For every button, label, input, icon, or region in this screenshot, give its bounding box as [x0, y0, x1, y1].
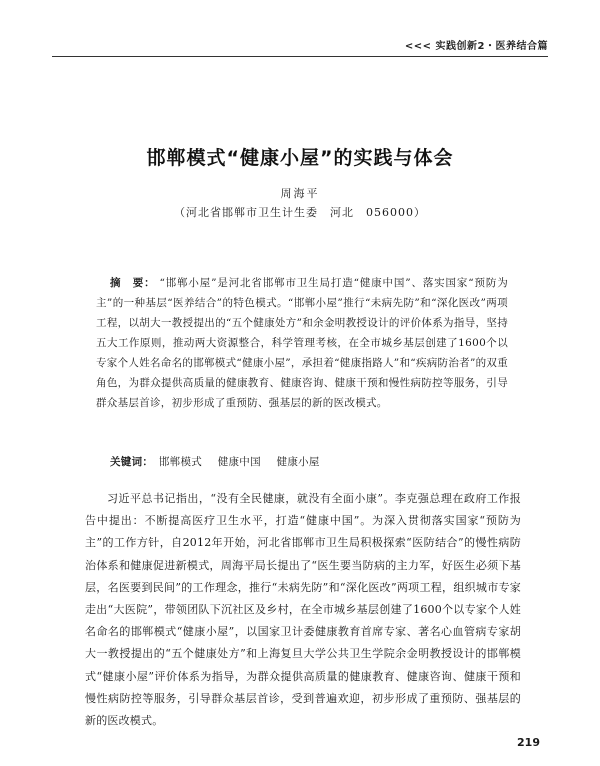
body-paragraph: 习近平总书记指出，“没有全民健康，就没有全面小康”。李克强总理在政府工作报告中提出：不断提高医疗卫生水平，打造“健康中国”。为深入贯彻落实国家“预防为主”的工作方针，自2012年开始，河北省邯郸市卫生局积极探索“医防结合”的慢性病防治体系和健康促进新模式，周海平局长提出了“医生要当防病的主力军，好医生必须下基层，名医要到民间”的工作理念，推行“未病先防”和“深化医改”两项工程，组织城市专家走出“大医院”，带领团队下沉社区及乡村，在全市城乡基层创建了1600个以专家个人姓名命名的邯郸模式“健康小屋”，以国家卫计委健康教育首席专家、著名心血管病专家胡大一教授提出的“五个健康处方”和上海复旦大学公共卫生学院余金明教授设计的邯郸模式“健康小屋”评价体系为指导，为群众提供高质量的健康教育、健康咨询、健康干预和慢性病防控等服务，引导群众基层首诊，受到普遍欢迎，初步形成了重预防、强基层的新的医改模式。: [85, 492, 521, 728]
running-header: <<< 实践创新2・医养结合篇: [404, 41, 548, 52]
keyword-item: 健康小屋: [276, 456, 320, 468]
abstract-label: 摘 要：: [110, 277, 156, 289]
keywords-label: 关键词：: [110, 456, 154, 468]
article-affiliation: （河北省邯郸市卫生计生委 河北 056000）: [174, 206, 426, 219]
article-title: 邯郸模式“健康小屋”的实践与体会: [146, 147, 454, 169]
page-number: 219: [517, 736, 540, 749]
abstract: [96, 273, 508, 413]
keyword-item: 邯郸模式: [158, 456, 203, 468]
keyword-item: 健康中国: [217, 456, 261, 468]
article-author: 周海平: [280, 187, 320, 200]
keywords: [110, 454, 510, 469]
header-divider: [52, 56, 548, 57]
abstract-text: “邯郸小屋”是河北省邯郸市卫生局打造“健康中国”、落实国家“预防为主”的一种基层“医养结合”的特色模式。“邯郸小屋”推行“未病先防”和“深化医改”两项工程，以胡大一教授提出的“五个健康处方”和余金明教授设计的评价体系为指导，坚持五大工作原则，推动两大资源整合，科学管理考核，在全市城乡基层创建了1600个以专家个人姓名命名的邯郸模式“健康小屋”，承担着“健康指路人”和“疾病防治者”的双重角色，为群众提供高质量的健康教育、健康咨询、健康干预和慢性病防控等服务，引导群众基层首诊，初步形成了重预防、强基层的新的医改模式。: [96, 277, 509, 409]
